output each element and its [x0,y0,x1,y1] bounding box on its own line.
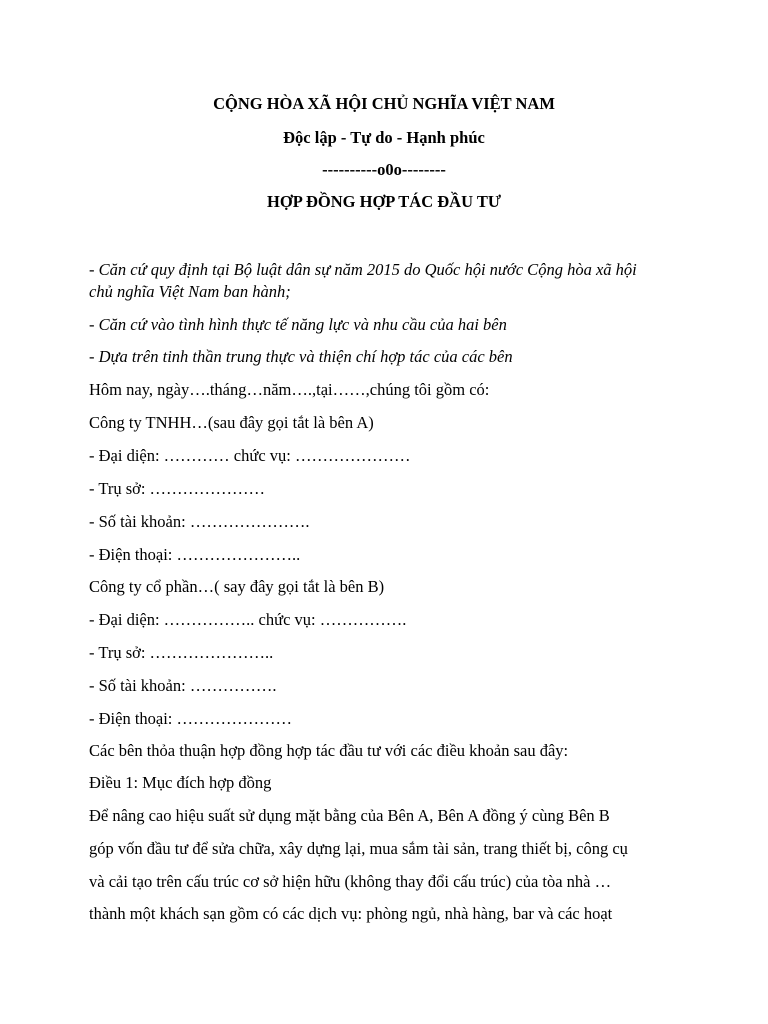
separator: ----------o0o-------- [322,160,446,179]
motto: Độc lập - Tự do - Hạnh phúc [283,128,485,147]
national-title: CỘNG HÒA XÃ HỘI CHỦ NGHĨA VIỆT NAM [213,94,555,113]
intro-line: Hôm nay, ngày….tháng…năm….,tại……,chúng tôi gồm có: [89,380,490,399]
party-a-account: - Số tài khoản: …………………. [89,512,310,531]
party-a-name: Công ty TNHH…(sau đây gọi tắt là bên A) [89,413,374,432]
party-a-address: - Trụ sở: ………………… [89,479,266,498]
party-b-account: - Số tài khoản: ……………. [89,676,277,695]
party-b-phone: - Điện thoại: ………………… [89,709,293,728]
article1-heading: Điều 1: Mục đích hợp đồng [89,773,272,792]
article1-line2: góp vốn đầu tư để sửa chữa, xây dựng lại, mua sắm tài sản, trang thiết bị, công cụ [89,839,628,858]
article1-line4: thành một khách sạn gồm có các dịch vụ: phòng ngủ, nhà hàng, bar và các hoạt [89,904,613,923]
preamble-basis-capacity: - Căn cứ vào tình hình thực tế năng lực và nhu cầu của hai bên [89,315,507,334]
article1-line3: và cải tạo trên cấu trúc cơ sở hiện hữu (không thay đổi cấu trúc) của tòa nhà … [89,872,612,891]
party-a-representative: - Đại diện: ………… chức vụ: ………………… [89,446,411,465]
preamble-basis-law-line1: - Căn cứ quy định tại Bộ luật dân sự năm 2015 do Quốc hội nước Cộng hòa xã hội [89,260,637,279]
preamble-basis-spirit: - Dựa trên tinh thần trung thực và thiện chí hợp tác của các bên [89,347,513,366]
party-b-representative: - Đại diện: …………….. chức vụ: ……………. [89,610,407,629]
party-b-name: Công ty cổ phần…( say đây gọi tắt là bên B) [89,577,385,596]
preamble-basis-law-line2: chủ nghĩa Việt Nam ban hành; [89,282,291,301]
document-title: HỢP ĐỒNG HỢP TÁC ĐẦU TƯ [267,192,501,211]
article1-line1: Để nâng cao hiệu suất sử dụng mặt bằng của Bên A, Bên A đồng ý cùng Bên B [89,806,610,825]
party-b-address: - Trụ sở: ………………….. [89,643,274,662]
party-a-phone: - Điện thoại: ………………….. [89,545,301,564]
agreement-intro: Các bên thỏa thuận hợp đồng hợp tác đầu tư với các điều khoản sau đây: [89,741,569,760]
